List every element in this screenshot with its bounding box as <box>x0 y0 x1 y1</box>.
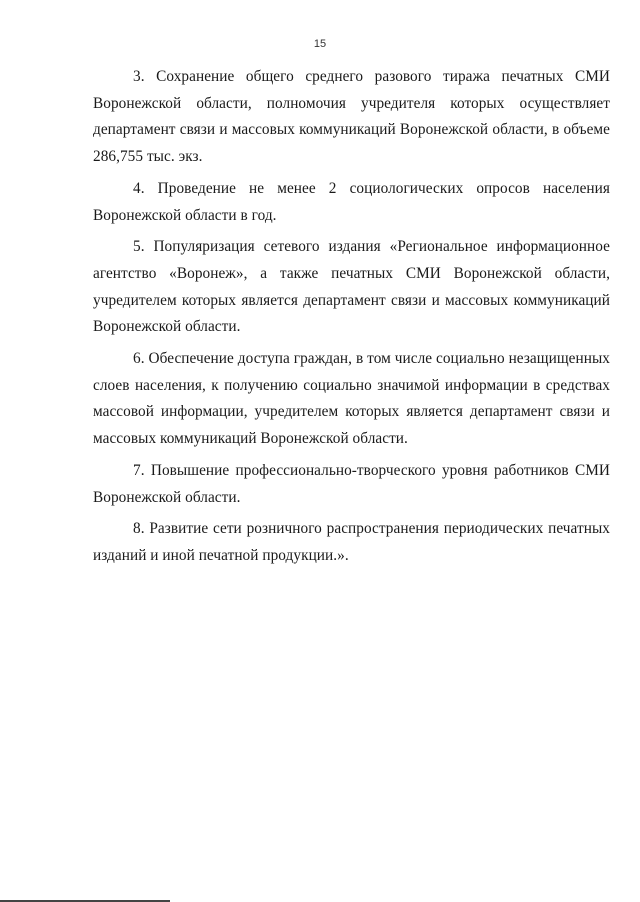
paragraph-item-3: 3. Сохранение общего среднего разового тиража печатных СМИ Воронежской области, полномочия учредителя которых осуществляет департамент связи и массовых коммуникаций Воронежской области, в объеме 286,755 тыс. экз. <box>93 68 610 166</box>
paragraph-item-5: 5. Популяризация сетевого издания «Региональное информационное агентство «Воронеж», а также печатных СМИ Воронежской области, учредителем которых является департамент связи и массовых коммуникаций Воронежской области. <box>93 238 610 336</box>
document-body <box>93 64 610 575</box>
paragraph-item-4: 4. Проведение не менее 2 социологических опросов населения Воронежской области в год. <box>93 179 610 224</box>
paragraph-item-8: 8. Развитие сети розничного распространения периодических печатных изданий и иной печатной продукции.». <box>93 520 610 564</box>
page-number: 15 <box>313 38 327 50</box>
paragraph-item-7: 7. Повышение профессионально-творческого уровня работников СМИ Воронежской области. <box>93 461 610 506</box>
paragraph-item-6: 6. Обеспечение доступа граждан, в том числе социально незащищенных слоев населения, к получению социально значимой информации в средствах массовой информации, учредителем которых является департамент связи и массовых коммуникаций Воронежской области. <box>93 350 610 448</box>
